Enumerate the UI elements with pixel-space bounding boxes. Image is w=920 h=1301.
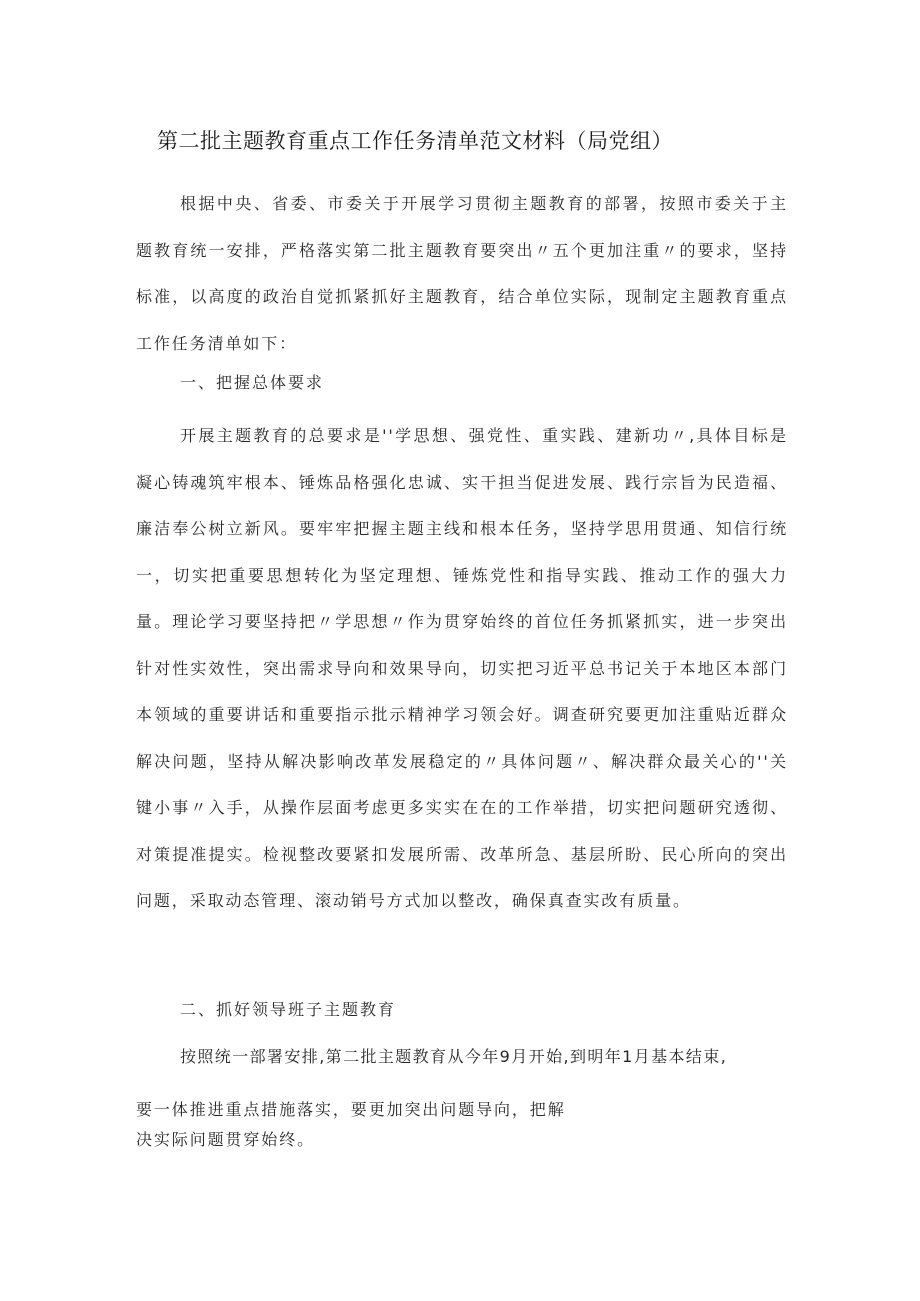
section-1-paragraph: 开展主题教育的总要求是''学思想、强党性、重实践、建新功〃,具体目标是凝心铸魂筑牢根本、锤炼品格强化忠诚、实干担当促进发展、践行宗旨为民造福、廉洁奉公树立新风。要牢牢把握主题主线和根本任务，坚持学思用贯通、知信行统一，切实把重要思想转化为坚定理想、锤炼党性和指导实践、推动工作的强大力量。理论学习要坚持把〃学思想〃作为贯穿始终的首位任务抓紧抓实，进一步突出针对性实效性，突出需求导向和效果导向，切实把习近平总书记关于本地区本部门本领域的重要讲话和重要指示批示精神学习领会好。调查研究要更加注重贴近群众解决问题，坚持从解决影响改革发展稳定的〃具体问题〃、解决群众最关心的''关键小事〃入手，从操作层面考虑更多实实在在的工作举措，切实把问题研究透彻、对策提准提实。检视整改要紧扣发展所需、改革所急、基层所盼、民心所向的突出问题，采取动态管理、滚动销号方式加以整改，确保真查实改有质量。 (136, 426, 788, 910)
section-heading-1: 一、把握总体要求 (180, 373, 325, 392)
intro-paragraph: 根据中央、省委、市委关于开展学习贯彻主题教育的部署，按照市委关于主题教育统一安排，严格落实第二批主题教育要突出〃五个更加注重〃的要求，坚持标准，以高度的政治自觉抓紧抓好主题教育，结合单位实际，现制定主题教育重点工作任务清单如下： (136, 194, 788, 353)
section-2-paragraph-line-1: 按照统一部署安排,第二批主题教育从今年9月开始,到明年1月基本结束, (180, 1047, 728, 1066)
section-heading-2: 二、抓好领导班子主题教育 (180, 1000, 397, 1019)
section-2-paragraph-line-3: 决实际问题贯穿始终。 (136, 1130, 316, 1149)
section-2-paragraph-line-2: 要一体推进重点措施落实，要更加突出问题导向，把解 (136, 1100, 566, 1119)
document-title: 第二批主题教育重点工作任务清单范文材料（局党组） (157, 129, 673, 153)
